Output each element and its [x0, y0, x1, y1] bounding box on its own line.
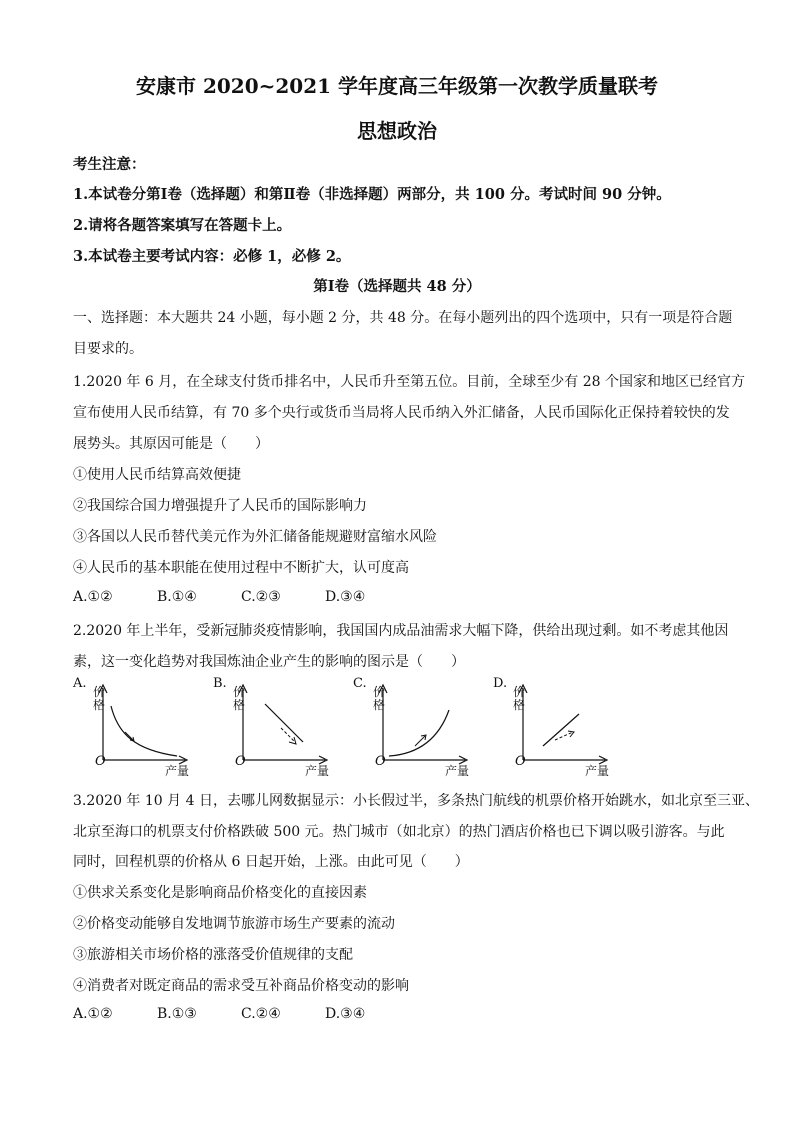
notice-heading: 考生注意： — [73, 156, 146, 173]
graph-origin: O — [515, 754, 526, 769]
graph-b-svg — [213, 676, 333, 776]
q3-stem: 同时，回程机票的价格从 6 日起开始，上涨。由此可见（ ） — [73, 854, 469, 870]
q3-option-d[interactable]: D.③④ — [325, 1006, 366, 1022]
demand-curve — [111, 706, 177, 756]
graph-xlabel: 产量 — [305, 764, 330, 778]
q3-options — [73, 1006, 409, 1022]
q2-graph-d[interactable] — [493, 676, 613, 776]
notice-item: 3.本试卷主要考试内容：必修 1，必修 2。 — [73, 248, 351, 265]
graph-ylabel: 价格 — [373, 685, 386, 712]
q3-option-a[interactable]: A.①② — [73, 1006, 113, 1022]
graph-d-svg — [493, 676, 613, 776]
demand-line — [265, 704, 303, 742]
graph-origin: O — [95, 754, 106, 769]
notice-item: 2.请将各题答案填写在答题卡上。 — [73, 217, 292, 234]
q1-stem: 宣布使用人民币结算，有 70 多个央行或货币当局将人民币纳入外汇储备，人民币国际化正保持着较快的发 — [73, 405, 730, 421]
q1-option-d[interactable]: D.③④ — [325, 589, 366, 605]
q1-option-a[interactable]: A.①② — [73, 589, 113, 605]
graph-ylabel: 价格 — [233, 685, 246, 712]
supply-line — [543, 714, 579, 746]
q1-option-b[interactable]: B.①④ — [157, 589, 197, 605]
graph-c-svg — [353, 676, 473, 776]
q1-stem: 展势头。其原因可能是（ ） — [73, 436, 269, 452]
q1-statement: ③各国以人民币替代美元作为外汇储备能规避财富缩水风险 — [73, 529, 437, 545]
q1-statement: ④人民币的基本职能在使用过程中不断扩大，认可度高 — [73, 560, 409, 576]
q3-option-c[interactable]: C.②④ — [241, 1006, 281, 1022]
section-instructions: 一、选择题：本大题共 24 小题，每小题 2 分，共 48 分。在每小题列出的四个选项中，只有一项是符合题 — [73, 310, 733, 326]
subject-title: 思想政治 — [357, 119, 437, 143]
q3-statement: ③旅游相关市场价格的涨落受价值规律的支配 — [73, 947, 353, 963]
q2-stem: 2.2020 年上半年，受新冠肺炎疫情影响，我国国内成品油需求大幅下降，供给出现过剩。如不考虑其他因 — [73, 623, 729, 639]
graph-origin: O — [375, 754, 386, 769]
section-title: 第Ⅰ卷（选择题共 48 分） — [313, 278, 481, 295]
q1-statement: ②我国综合国力增强提升了人民币的国际影响力 — [73, 498, 367, 514]
q1-options — [73, 589, 409, 605]
graph-xlabel: 产量 — [165, 764, 190, 778]
q3-stem: 3.2020 年 10 月 4 日，去哪儿网数据显示：小长假过半，多条热门航线的机票价格开始跳水，如北京至三亚、 — [73, 793, 759, 809]
supply-curve — [389, 710, 449, 756]
graph-xlabel: 产量 — [585, 764, 610, 778]
graph-ylabel: 价格 — [513, 685, 526, 712]
graph-letter: D. — [493, 676, 508, 691]
graph-letter: B. — [213, 676, 227, 691]
q1-stem: 1.2020 年 6 月，在全球支付货币排名中，人民币升至第五位。目前，全球至少有 28 个国家和地区已经官方 — [73, 374, 745, 390]
q3-option-b[interactable]: B.①③ — [157, 1006, 197, 1022]
q3-statement: ①供求关系变化是影响商品价格变化的直接因素 — [73, 885, 367, 901]
q2-graph-b[interactable] — [213, 676, 333, 776]
exam-title: 安康市 2020~2021 学年度高三年级第一次教学质量联考 — [135, 74, 658, 98]
graph-a-svg — [73, 676, 193, 776]
q3-stem: 北京至海口的机票支付价格跌破 500 元。热门城市（如北京）的热门酒店价格也已下调以吸引游客。与此 — [73, 824, 725, 840]
graph-xlabel: 产量 — [445, 764, 470, 778]
q2-stem: 素，这一变化趋势对我国炼油企业产生的影响的图示是（ ） — [73, 654, 465, 670]
q3-statement: ④消费者对既定商品的需求受互补商品价格变动的影响 — [73, 978, 409, 994]
q1-statement: ①使用人民币结算高效便捷 — [73, 467, 241, 483]
graph-ylabel: 价格 — [93, 685, 106, 712]
q1-option-c[interactable]: C.②③ — [241, 589, 281, 605]
graph-letter: A. — [73, 676, 87, 691]
q3-statement: ②价格变动能够自发地调节旅游市场生产要素的流动 — [73, 916, 395, 932]
graph-letter: C. — [353, 676, 367, 691]
graph-origin: O — [235, 754, 246, 769]
q2-graph-c[interactable] — [353, 676, 473, 776]
section-instructions: 目要求的。 — [73, 341, 143, 357]
notice-item: 1.本试卷分第Ⅰ卷（选择题）和第Ⅱ卷（非选择题）两部分，共 100 分。考试时间 90 分钟。 — [73, 186, 671, 203]
q2-graph-a[interactable] — [73, 676, 193, 776]
